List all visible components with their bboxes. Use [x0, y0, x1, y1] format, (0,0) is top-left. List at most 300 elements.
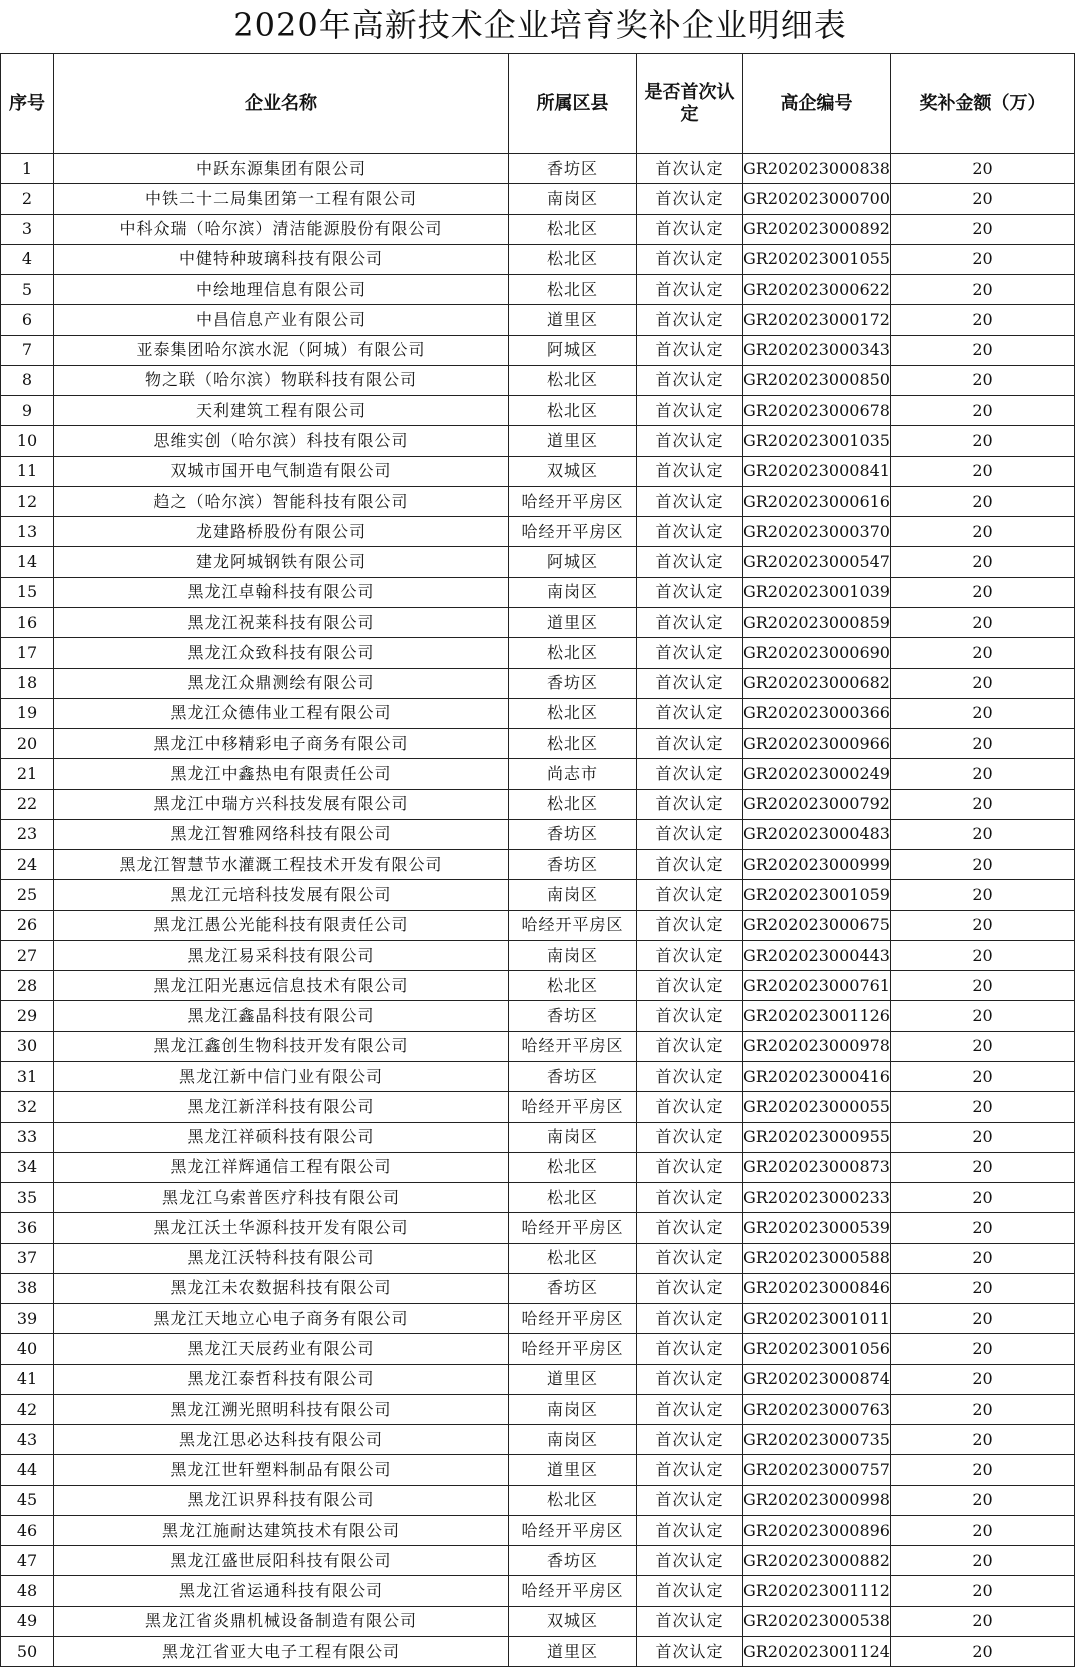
table-row [1, 1394, 1075, 1424]
cell-no: 26 [1, 910, 54, 940]
cell-enterprise-code: GR202023000892 [743, 214, 891, 244]
table-row [1, 305, 1075, 335]
cell-company-name: 天利建筑工程有限公司 [54, 396, 509, 426]
cell-no: 23 [1, 819, 54, 849]
cell-company-name: 亚泰集团哈尔滨水泥（阿城）有限公司 [54, 335, 509, 365]
cell-district: 香坊区 [509, 668, 637, 698]
table-row [1, 456, 1075, 486]
cell-enterprise-code: GR202023000682 [743, 668, 891, 698]
cell-no: 17 [1, 638, 54, 668]
cell-district: 哈经开平房区 [509, 1031, 637, 1061]
cell-no: 22 [1, 789, 54, 819]
table-row [1, 880, 1075, 910]
table-row [1, 1304, 1075, 1334]
cell-subsidy-amount: 20 [891, 1273, 1075, 1303]
cell-district: 松北区 [509, 1243, 637, 1273]
cell-district: 松北区 [509, 396, 637, 426]
cell-no: 34 [1, 1152, 54, 1182]
cell-first-certification: 首次认定 [637, 396, 743, 426]
cell-subsidy-amount: 20 [891, 1606, 1075, 1636]
cell-company-name: 中科众瑞（哈尔滨）清洁能源股份有限公司 [54, 214, 509, 244]
cell-company-name: 黑龙江众致科技有限公司 [54, 638, 509, 668]
cell-company-name: 黑龙江智雅网络科技有限公司 [54, 819, 509, 849]
table-row [1, 1152, 1075, 1182]
table-row [1, 426, 1075, 456]
cell-first-certification: 首次认定 [637, 184, 743, 214]
table-row [1, 486, 1075, 516]
cell-enterprise-code: GR202023000757 [743, 1455, 891, 1485]
cell-first-certification: 首次认定 [637, 819, 743, 849]
cell-no: 29 [1, 1001, 54, 1031]
cell-first-certification: 首次认定 [637, 607, 743, 637]
cell-company-name: 黑龙江中鑫热电有限责任公司 [54, 759, 509, 789]
cell-no: 36 [1, 1213, 54, 1243]
cell-district: 南岗区 [509, 1122, 637, 1152]
cell-no: 18 [1, 668, 54, 698]
cell-enterprise-code: GR202023000763 [743, 1394, 891, 1424]
table-row [1, 335, 1075, 365]
cell-enterprise-code: GR202023000547 [743, 547, 891, 577]
cell-no: 1 [1, 154, 54, 184]
table-header [1, 54, 1075, 154]
cell-district: 松北区 [509, 1183, 637, 1213]
cell-enterprise-code: GR202023000896 [743, 1515, 891, 1545]
cell-subsidy-amount: 20 [891, 517, 1075, 547]
cell-no: 10 [1, 426, 54, 456]
table-row [1, 850, 1075, 880]
cell-no: 50 [1, 1637, 54, 1667]
cell-subsidy-amount: 20 [891, 365, 1075, 395]
table-body [1, 154, 1075, 1667]
cell-subsidy-amount: 20 [891, 1425, 1075, 1455]
cell-company-name: 中昌信息产业有限公司 [54, 305, 509, 335]
cell-enterprise-code: GR202023001126 [743, 1001, 891, 1031]
cell-enterprise-code: GR202023000735 [743, 1425, 891, 1455]
cell-enterprise-code: GR202023000616 [743, 486, 891, 516]
cell-enterprise-code: GR202023000850 [743, 365, 891, 395]
cell-enterprise-code: GR202023000966 [743, 729, 891, 759]
header-district: 所属区县 [509, 54, 637, 154]
cell-first-certification: 首次认定 [637, 577, 743, 607]
header-first: 是否首次认定 [637, 54, 743, 154]
cell-district: 香坊区 [509, 154, 637, 184]
cell-company-name: 龙建路桥股份有限公司 [54, 517, 509, 547]
table-row [1, 214, 1075, 244]
cell-company-name: 黑龙江阳光惠远信息技术有限公司 [54, 971, 509, 1001]
cell-subsidy-amount: 20 [891, 577, 1075, 607]
cell-district: 尚志市 [509, 759, 637, 789]
table-row [1, 396, 1075, 426]
cell-subsidy-amount: 20 [891, 1152, 1075, 1182]
cell-subsidy-amount: 20 [891, 1122, 1075, 1152]
cell-district: 南岗区 [509, 184, 637, 214]
cell-no: 46 [1, 1515, 54, 1545]
cell-no: 16 [1, 607, 54, 637]
cell-district: 阿城区 [509, 335, 637, 365]
table-row [1, 1637, 1075, 1667]
cell-district: 哈经开平房区 [509, 1304, 637, 1334]
cell-company-name: 双城市国开电气制造有限公司 [54, 456, 509, 486]
cell-no: 15 [1, 577, 54, 607]
table-row [1, 1183, 1075, 1213]
cell-company-name: 黑龙江愚公光能科技有限责任公司 [54, 910, 509, 940]
cell-first-certification: 首次认定 [637, 154, 743, 184]
cell-first-certification: 首次认定 [637, 1122, 743, 1152]
cell-subsidy-amount: 20 [891, 698, 1075, 728]
cell-district: 阿城区 [509, 547, 637, 577]
cell-district: 香坊区 [509, 1001, 637, 1031]
cell-company-name: 中铁二十二局集团第一工程有限公司 [54, 184, 509, 214]
cell-district: 香坊区 [509, 819, 637, 849]
cell-enterprise-code: GR202023000955 [743, 1122, 891, 1152]
table-row [1, 668, 1075, 698]
cell-company-name: 趋之（哈尔滨）智能科技有限公司 [54, 486, 509, 516]
cell-company-name: 黑龙江未农数据科技有限公司 [54, 1273, 509, 1303]
table-row [1, 1001, 1075, 1031]
cell-subsidy-amount: 20 [891, 275, 1075, 305]
cell-no: 19 [1, 698, 54, 728]
cell-subsidy-amount: 20 [891, 971, 1075, 1001]
cell-first-certification: 首次认定 [637, 1606, 743, 1636]
table-row [1, 365, 1075, 395]
table-row [1, 940, 1075, 970]
cell-company-name: 黑龙江新洋科技有限公司 [54, 1092, 509, 1122]
table-row [1, 789, 1075, 819]
cell-company-name: 黑龙江乌索普医疗科技有限公司 [54, 1183, 509, 1213]
enterprise-table [0, 53, 1075, 1667]
cell-enterprise-code: GR202023000416 [743, 1061, 891, 1091]
cell-district: 哈经开平房区 [509, 910, 637, 940]
table-row [1, 1061, 1075, 1091]
cell-subsidy-amount: 20 [891, 214, 1075, 244]
cell-no: 14 [1, 547, 54, 577]
cell-district: 南岗区 [509, 1394, 637, 1424]
cell-no: 48 [1, 1576, 54, 1606]
cell-subsidy-amount: 20 [891, 1546, 1075, 1576]
cell-enterprise-code: GR202023000233 [743, 1183, 891, 1213]
cell-company-name: 黑龙江鑫晶科技有限公司 [54, 1001, 509, 1031]
cell-enterprise-code: GR202023000838 [743, 154, 891, 184]
cell-enterprise-code: GR202023001112 [743, 1576, 891, 1606]
cell-district: 香坊区 [509, 1061, 637, 1091]
cell-no: 2 [1, 184, 54, 214]
cell-district: 松北区 [509, 971, 637, 1001]
cell-enterprise-code: GR202023000690 [743, 638, 891, 668]
cell-company-name: 黑龙江识界科技有限公司 [54, 1485, 509, 1515]
cell-subsidy-amount: 20 [891, 1061, 1075, 1091]
cell-first-certification: 首次认定 [637, 1455, 743, 1485]
cell-subsidy-amount: 20 [891, 1183, 1075, 1213]
cell-company-name: 黑龙江沃特科技有限公司 [54, 1243, 509, 1273]
cell-district: 双城区 [509, 456, 637, 486]
table-row [1, 1485, 1075, 1515]
cell-enterprise-code: GR202023000249 [743, 759, 891, 789]
cell-first-certification: 首次认定 [637, 1637, 743, 1667]
cell-company-name: 黑龙江易采科技有限公司 [54, 940, 509, 970]
cell-enterprise-code: GR202023000846 [743, 1273, 891, 1303]
cell-district: 松北区 [509, 638, 637, 668]
header-amount: 奖补金额（万） [891, 54, 1075, 154]
cell-company-name: 黑龙江鑫创生物科技开发有限公司 [54, 1031, 509, 1061]
cell-first-certification: 首次认定 [637, 244, 743, 274]
cell-enterprise-code: GR202023000443 [743, 940, 891, 970]
table-row [1, 244, 1075, 274]
cell-subsidy-amount: 20 [891, 547, 1075, 577]
cell-company-name: 黑龙江省运通科技有限公司 [54, 1576, 509, 1606]
cell-no: 41 [1, 1364, 54, 1394]
cell-no: 30 [1, 1031, 54, 1061]
cell-enterprise-code: GR202023000999 [743, 850, 891, 880]
table-row [1, 1334, 1075, 1364]
cell-no: 31 [1, 1061, 54, 1091]
cell-subsidy-amount: 20 [891, 1455, 1075, 1485]
cell-enterprise-code: GR202023000761 [743, 971, 891, 1001]
cell-subsidy-amount: 20 [891, 486, 1075, 516]
cell-no: 9 [1, 396, 54, 426]
cell-subsidy-amount: 20 [891, 850, 1075, 880]
cell-subsidy-amount: 20 [891, 1243, 1075, 1273]
cell-first-certification: 首次认定 [637, 1425, 743, 1455]
cell-first-certification: 首次认定 [637, 1515, 743, 1545]
cell-company-name: 黑龙江世轩塑料制品有限公司 [54, 1455, 509, 1485]
cell-first-certification: 首次认定 [637, 275, 743, 305]
cell-first-certification: 首次认定 [637, 1546, 743, 1576]
table-row [1, 1606, 1075, 1636]
cell-subsidy-amount: 20 [891, 789, 1075, 819]
cell-no: 40 [1, 1334, 54, 1364]
table-row [1, 698, 1075, 728]
cell-company-name: 思维实创（哈尔滨）科技有限公司 [54, 426, 509, 456]
cell-enterprise-code: GR202023001055 [743, 244, 891, 274]
cell-first-certification: 首次认定 [637, 1092, 743, 1122]
cell-first-certification: 首次认定 [637, 880, 743, 910]
cell-first-certification: 首次认定 [637, 729, 743, 759]
table-row [1, 517, 1075, 547]
cell-first-certification: 首次认定 [637, 486, 743, 516]
cell-no: 4 [1, 244, 54, 274]
cell-subsidy-amount: 20 [891, 819, 1075, 849]
cell-subsidy-amount: 20 [891, 184, 1075, 214]
cell-first-certification: 首次认定 [637, 305, 743, 335]
cell-company-name: 黑龙江省炎鼎机械设备制造有限公司 [54, 1606, 509, 1636]
table-row [1, 154, 1075, 184]
cell-subsidy-amount: 20 [891, 396, 1075, 426]
cell-no: 32 [1, 1092, 54, 1122]
cell-district: 香坊区 [509, 1273, 637, 1303]
cell-subsidy-amount: 20 [891, 1304, 1075, 1334]
cell-enterprise-code: GR202023001056 [743, 1334, 891, 1364]
cell-enterprise-code: GR202023000675 [743, 910, 891, 940]
document-title: 2020年高新技术企业培育奖补企业明细表 [233, 6, 847, 44]
cell-enterprise-code: GR202023001011 [743, 1304, 891, 1334]
cell-first-certification: 首次认定 [637, 1243, 743, 1273]
cell-first-certification: 首次认定 [637, 1304, 743, 1334]
cell-subsidy-amount: 20 [891, 940, 1075, 970]
cell-no: 24 [1, 850, 54, 880]
cell-enterprise-code: GR202023000874 [743, 1364, 891, 1394]
cell-company-name: 中绘地理信息有限公司 [54, 275, 509, 305]
cell-company-name: 黑龙江祥硕科技有限公司 [54, 1122, 509, 1152]
cell-company-name: 黑龙江元培科技发展有限公司 [54, 880, 509, 910]
cell-subsidy-amount: 20 [891, 1576, 1075, 1606]
table-row [1, 1455, 1075, 1485]
cell-first-certification: 首次认定 [637, 547, 743, 577]
cell-subsidy-amount: 20 [891, 1394, 1075, 1424]
cell-subsidy-amount: 20 [891, 880, 1075, 910]
cell-district: 道里区 [509, 305, 637, 335]
cell-district: 道里区 [509, 1637, 637, 1667]
cell-enterprise-code: GR202023001124 [743, 1637, 891, 1667]
cell-first-certification: 首次认定 [637, 456, 743, 486]
cell-subsidy-amount: 20 [891, 1001, 1075, 1031]
cell-enterprise-code: GR202023000366 [743, 698, 891, 728]
cell-district: 松北区 [509, 1152, 637, 1182]
cell-first-certification: 首次认定 [637, 940, 743, 970]
cell-no: 33 [1, 1122, 54, 1152]
cell-enterprise-code: GR202023000678 [743, 396, 891, 426]
cell-no: 28 [1, 971, 54, 1001]
cell-district: 松北区 [509, 275, 637, 305]
cell-enterprise-code: GR202023000483 [743, 819, 891, 849]
cell-subsidy-amount: 20 [891, 426, 1075, 456]
cell-district: 香坊区 [509, 1546, 637, 1576]
table-row [1, 1576, 1075, 1606]
cell-first-certification: 首次认定 [637, 789, 743, 819]
cell-enterprise-code: GR202023000792 [743, 789, 891, 819]
cell-enterprise-code: GR202023000978 [743, 1031, 891, 1061]
cell-district: 道里区 [509, 607, 637, 637]
cell-first-certification: 首次认定 [637, 1273, 743, 1303]
cell-subsidy-amount: 20 [891, 1092, 1075, 1122]
cell-subsidy-amount: 20 [891, 668, 1075, 698]
cell-district: 松北区 [509, 1485, 637, 1515]
cell-no: 7 [1, 335, 54, 365]
cell-district: 道里区 [509, 426, 637, 456]
cell-enterprise-code: GR202023000882 [743, 1546, 891, 1576]
cell-no: 21 [1, 759, 54, 789]
cell-subsidy-amount: 20 [891, 729, 1075, 759]
cell-subsidy-amount: 20 [891, 1485, 1075, 1515]
cell-first-certification: 首次认定 [637, 1364, 743, 1394]
cell-first-certification: 首次认定 [637, 1001, 743, 1031]
cell-no: 20 [1, 729, 54, 759]
table-row [1, 1092, 1075, 1122]
cell-first-certification: 首次认定 [637, 759, 743, 789]
table-row [1, 577, 1075, 607]
cell-first-certification: 首次认定 [637, 638, 743, 668]
cell-no: 49 [1, 1606, 54, 1636]
cell-subsidy-amount: 20 [891, 1031, 1075, 1061]
cell-enterprise-code: GR202023000370 [743, 517, 891, 547]
cell-first-certification: 首次认定 [637, 1213, 743, 1243]
table-row [1, 819, 1075, 849]
cell-district: 松北区 [509, 789, 637, 819]
cell-company-name: 黑龙江思必达科技有限公司 [54, 1425, 509, 1455]
header-no: 序号 [1, 54, 54, 154]
cell-district: 松北区 [509, 698, 637, 728]
cell-first-certification: 首次认定 [637, 335, 743, 365]
cell-first-certification: 首次认定 [637, 971, 743, 1001]
cell-subsidy-amount: 20 [891, 1364, 1075, 1394]
table-row [1, 275, 1075, 305]
cell-first-certification: 首次认定 [637, 214, 743, 244]
cell-enterprise-code: GR202023000622 [743, 275, 891, 305]
table-row [1, 607, 1075, 637]
cell-district: 哈经开平房区 [509, 1092, 637, 1122]
cell-no: 8 [1, 365, 54, 395]
cell-district: 道里区 [509, 1455, 637, 1485]
cell-company-name: 黑龙江施耐达建筑技术有限公司 [54, 1515, 509, 1545]
header-name: 企业名称 [54, 54, 509, 154]
cell-district: 松北区 [509, 244, 637, 274]
cell-first-certification: 首次认定 [637, 365, 743, 395]
cell-company-name: 黑龙江众德伟业工程有限公司 [54, 698, 509, 728]
table-row [1, 1243, 1075, 1273]
cell-company-name: 黑龙江新中信门业有限公司 [54, 1061, 509, 1091]
cell-district: 双城区 [509, 1606, 637, 1636]
table-row [1, 638, 1075, 668]
cell-company-name: 黑龙江天辰药业有限公司 [54, 1334, 509, 1364]
cell-enterprise-code: GR202023001039 [743, 577, 891, 607]
cell-enterprise-code: GR202023000343 [743, 335, 891, 365]
cell-no: 6 [1, 305, 54, 335]
cell-no: 39 [1, 1304, 54, 1334]
cell-company-name: 黑龙江众鼎测绘有限公司 [54, 668, 509, 698]
cell-subsidy-amount: 20 [891, 456, 1075, 486]
cell-company-name: 黑龙江省亚大电子工程有限公司 [54, 1637, 509, 1667]
cell-no: 43 [1, 1425, 54, 1455]
cell-district: 松北区 [509, 214, 637, 244]
cell-enterprise-code: GR202023000539 [743, 1213, 891, 1243]
cell-district: 道里区 [509, 1364, 637, 1394]
cell-district: 香坊区 [509, 850, 637, 880]
cell-district: 哈经开平房区 [509, 486, 637, 516]
cell-first-certification: 首次认定 [637, 426, 743, 456]
cell-subsidy-amount: 20 [891, 910, 1075, 940]
cell-enterprise-code: GR202023000055 [743, 1092, 891, 1122]
cell-enterprise-code: GR202023000172 [743, 305, 891, 335]
cell-district: 松北区 [509, 729, 637, 759]
cell-company-name: 中跃东源集团有限公司 [54, 154, 509, 184]
cell-first-certification: 首次认定 [637, 1061, 743, 1091]
cell-enterprise-code: GR202023000588 [743, 1243, 891, 1273]
cell-no: 44 [1, 1455, 54, 1485]
cell-no: 37 [1, 1243, 54, 1273]
cell-company-name: 黑龙江祝莱科技有限公司 [54, 607, 509, 637]
cell-subsidy-amount: 20 [891, 244, 1075, 274]
table-row [1, 729, 1075, 759]
cell-enterprise-code: GR202023000700 [743, 184, 891, 214]
table-row [1, 1425, 1075, 1455]
cell-district: 南岗区 [509, 880, 637, 910]
cell-first-certification: 首次认定 [637, 910, 743, 940]
cell-enterprise-code: GR202023000998 [743, 1485, 891, 1515]
cell-company-name: 黑龙江中移精彩电子商务有限公司 [54, 729, 509, 759]
cell-district: 哈经开平房区 [509, 517, 637, 547]
cell-no: 13 [1, 517, 54, 547]
cell-district: 南岗区 [509, 1425, 637, 1455]
cell-first-certification: 首次认定 [637, 1576, 743, 1606]
cell-district: 南岗区 [509, 577, 637, 607]
cell-enterprise-code: GR202023000873 [743, 1152, 891, 1182]
cell-subsidy-amount: 20 [891, 1637, 1075, 1667]
cell-no: 27 [1, 940, 54, 970]
table-row [1, 1273, 1075, 1303]
table-row [1, 1122, 1075, 1152]
cell-subsidy-amount: 20 [891, 305, 1075, 335]
cell-subsidy-amount: 20 [891, 1515, 1075, 1545]
cell-company-name: 黑龙江盛世辰阳科技有限公司 [54, 1546, 509, 1576]
